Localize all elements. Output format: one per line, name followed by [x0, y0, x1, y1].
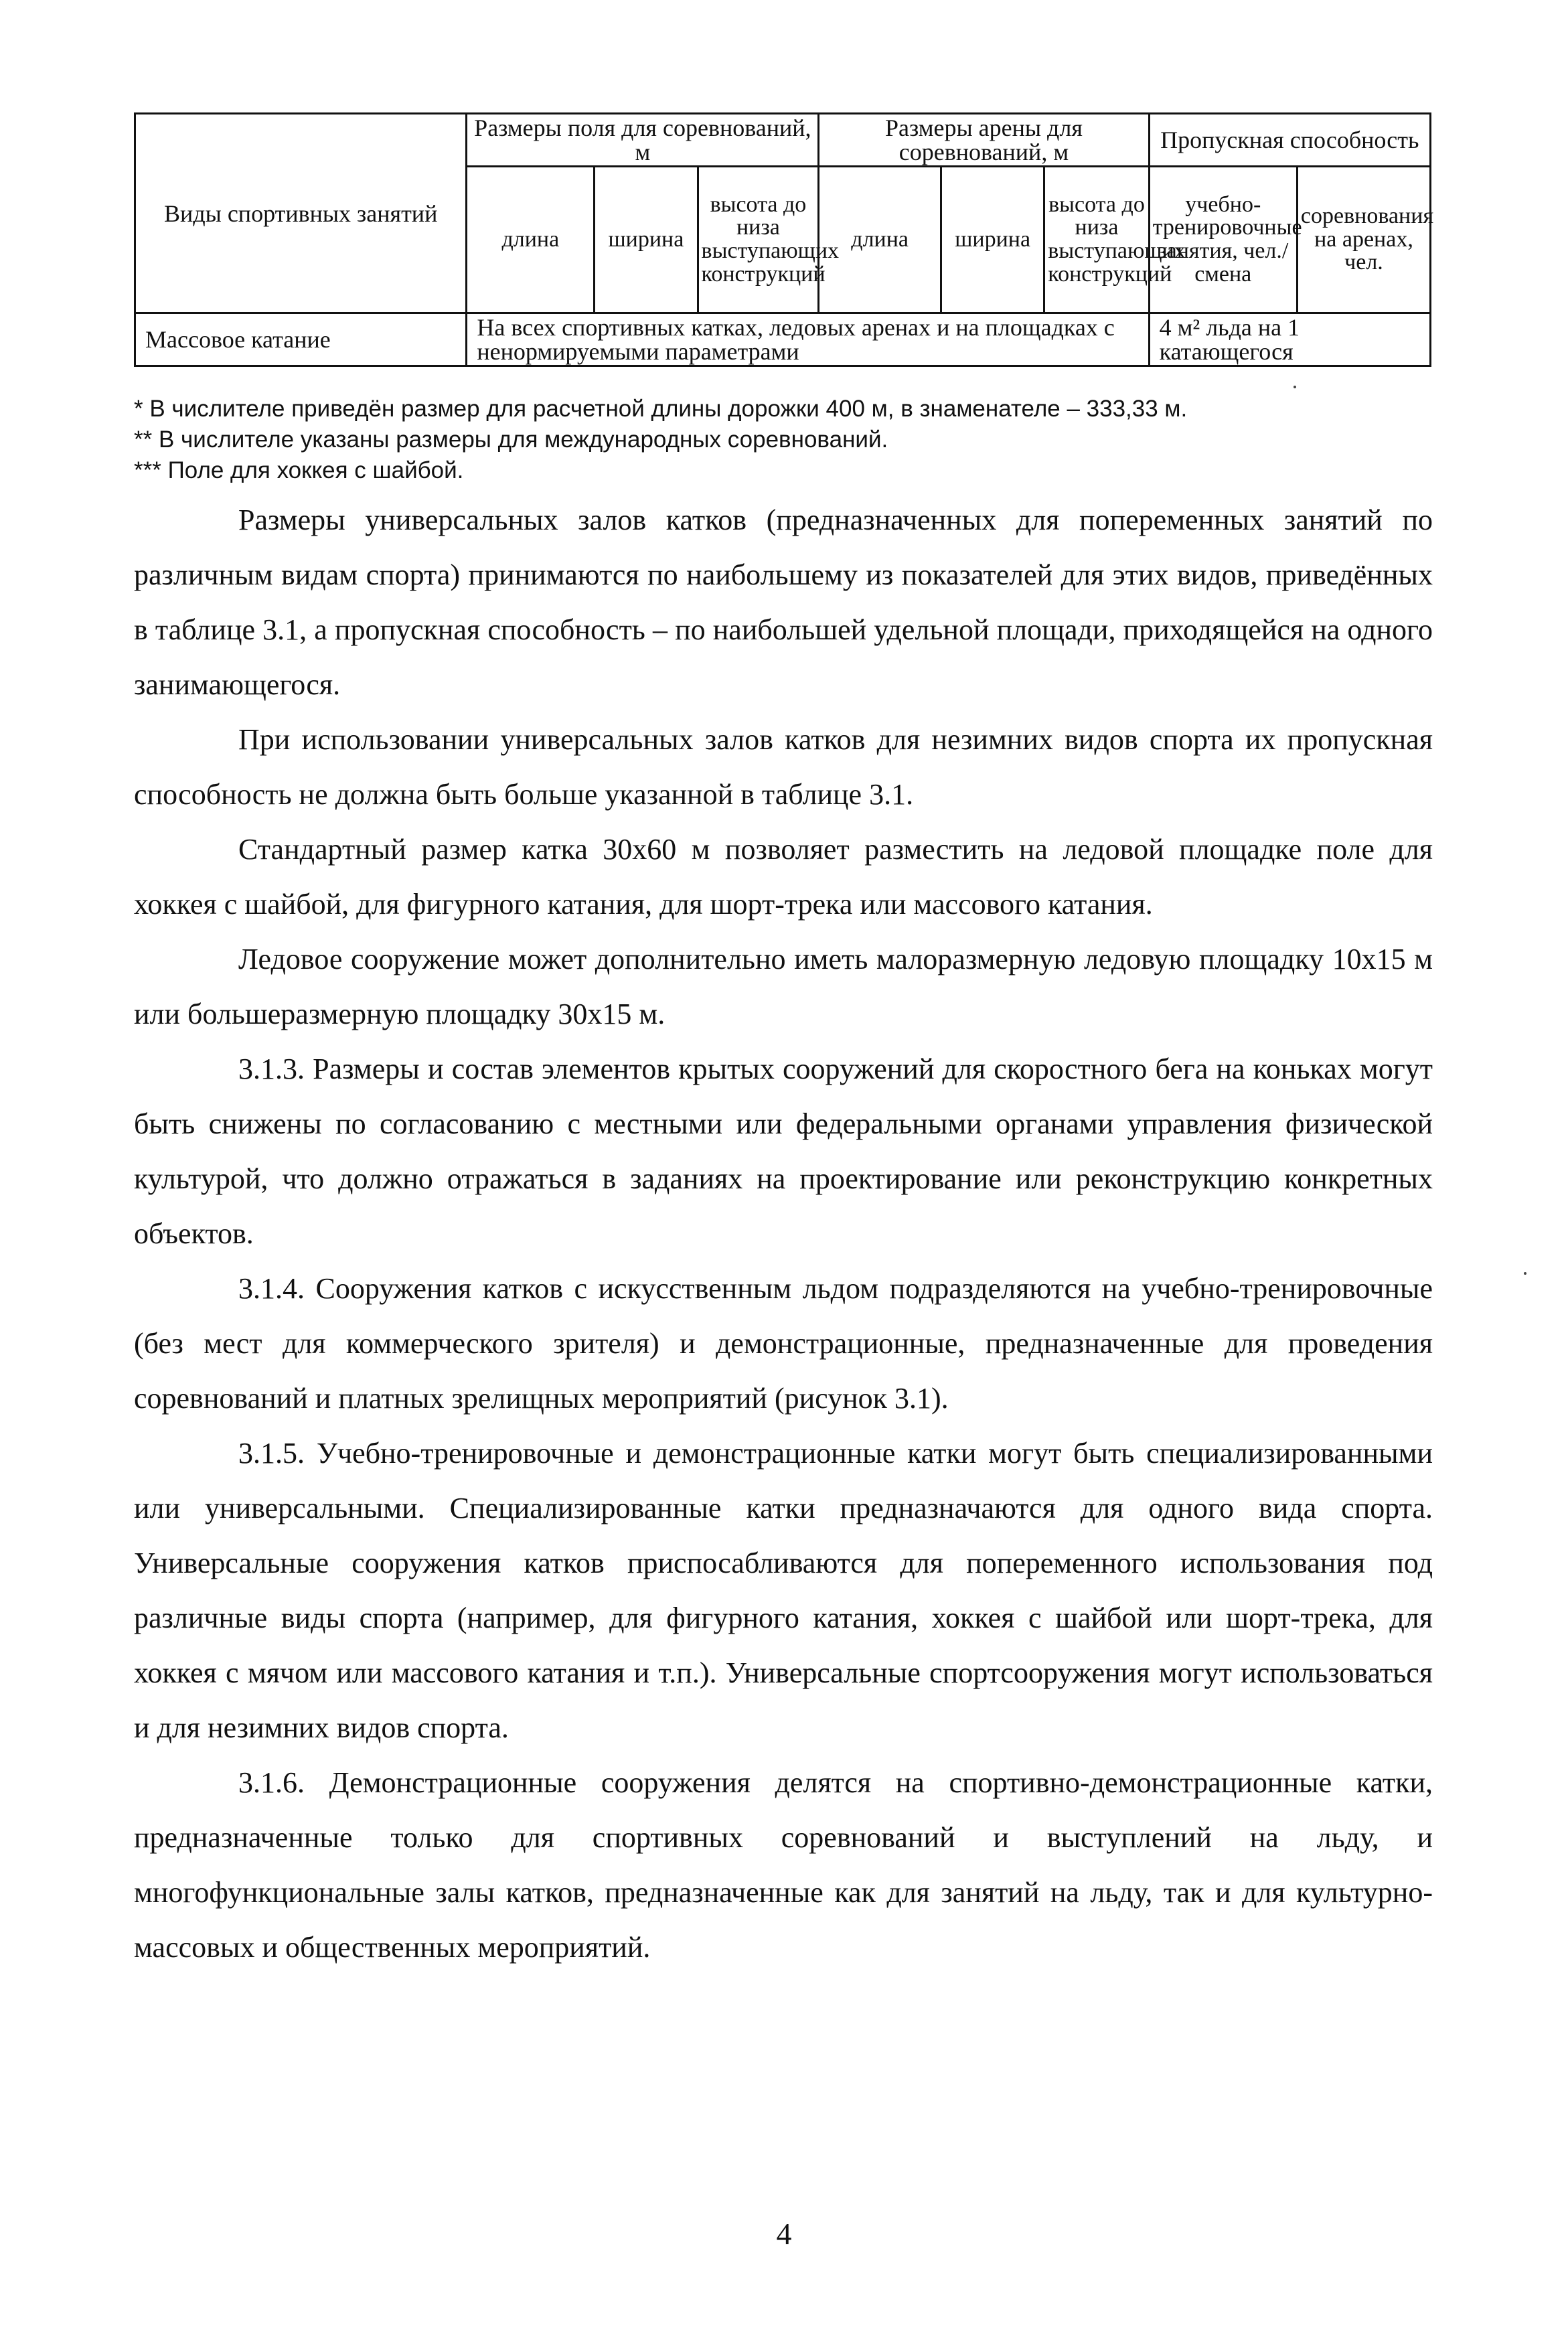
- paragraph: Размеры универсальных залов катков (предназначенных для попеременных занятий по различным видам спорта) принимаются по наибольшему из показателей для этих видов, приведённых в таблице 3.1, а пропускная способность – по наибольшей удельной площади, приходящейся на одного занимающегося.: [134, 503, 1433, 701]
- table-footnotes: [134, 394, 1433, 486]
- paragraph: При использовании универсальных залов катков для незимних видов спорта их пропускная способность не должна быть больше указанной в таблице 3.1.: [134, 723, 1433, 811]
- row-dimensions-note: На всех спортивных катках, ледовых аренах и на площадках с ненормируемыми параметрами: [467, 313, 1149, 366]
- scan-speck: [1524, 1272, 1526, 1275]
- sports-dimensions-table: [134, 112, 1434, 367]
- subheader-arena-width: ширина: [941, 167, 1044, 313]
- subheader-field-height: высота до низа выступающих конструкций: [698, 167, 819, 313]
- paragraph: 3.1.3. Размеры и состав элементов крытых сооружений для скоростного бега на коньках могут быть снижены по согласованию с местными или федеральными органами управления физической культурой, что должно отражаться в заданиях на проектирование или реконструкцию конкретных объектов.: [134, 1052, 1433, 1250]
- page-number: 4: [776, 2217, 792, 2251]
- row-capacity-value: 4 м² льда на 1 катающегося: [1149, 313, 1430, 366]
- header-capacity: Пропускная способность: [1149, 114, 1430, 167]
- paragraph: 3.1.5. Учебно-тренировочные и демонстрационные катки могут быть специализированными или универсальными. Специализированные катки предназначаются для одного вида спорта. Универсальные сооружения катков приспосабливаются для попеременного использования под различные виды спорта (например, для фигурного катания, хоккея с шайбой или шорт-трека, для хоккея с мячом или массового катания и т.п.). Универсальные спортсооружения могут использоваться и для незимних видов спорта.: [134, 1437, 1433, 1744]
- scan-speck: [1293, 386, 1296, 388]
- paragraph: 3.1.6. Демонстрационные сооружения делятся на спортивно-демонстрационные катки, предназначенные только для спортивных соревнований и выступлений на льду, и многофункциональные залы катков, предназначенные как для занятий на льду, так и для культурно-массовых и общественных мероприятий.: [134, 1766, 1433, 1964]
- paragraph: Стандартный размер катка 30х60 м позволяет разместить на ледовой площадке поле для хоккея с шайбой, для фигурного катания, для шорт-трека или массового катания.: [134, 833, 1433, 921]
- header-field-dimensions: Размеры поля для соревнований, м: [467, 114, 819, 167]
- subheader-arena-height: высота до низа выступающих конструкций: [1044, 167, 1149, 313]
- header-sport-type: Виды спортивных занятий: [135, 114, 467, 313]
- subheader-training-capacity: учебно-тренировочные занятия, чел./смена: [1149, 167, 1297, 313]
- subheader-field-length: длина: [467, 167, 595, 313]
- paragraph: Ледовое сооружение может дополнительно иметь малоразмерную ледовую площадку 10х15 м или большеразмерную площадку 30х15 м.: [134, 943, 1433, 1030]
- row-sport-name: Массовое катание: [135, 313, 467, 366]
- footnote: ** В числителе указаны размеры для международных соревнований.: [134, 426, 888, 453]
- footnote: * В числителе приведён размер для расчетной длины дорожки 400 м, в знаменателе – 333,33 м.: [134, 396, 1188, 422]
- body-text: [134, 493, 1433, 1975]
- paragraph: 3.1.4. Сооружения катков с искусственным льдом подразделяются на учебно-тренировочные (без мест для коммерческого зрителя) и демонстрационные, предназначенные для проведения соревнований и платных зрелищных мероприятий (рисунок 3.1).: [134, 1272, 1433, 1415]
- subheader-field-width: ширина: [595, 167, 698, 313]
- subheader-arena-length: длина: [819, 167, 941, 313]
- header-arena-dimensions: Размеры арены для соревнований, м: [819, 114, 1149, 167]
- subheader-competition-capacity: соревнования на аренах, чел.: [1297, 167, 1430, 313]
- footnote: *** Поле для хоккея с шайбой.: [134, 457, 464, 483]
